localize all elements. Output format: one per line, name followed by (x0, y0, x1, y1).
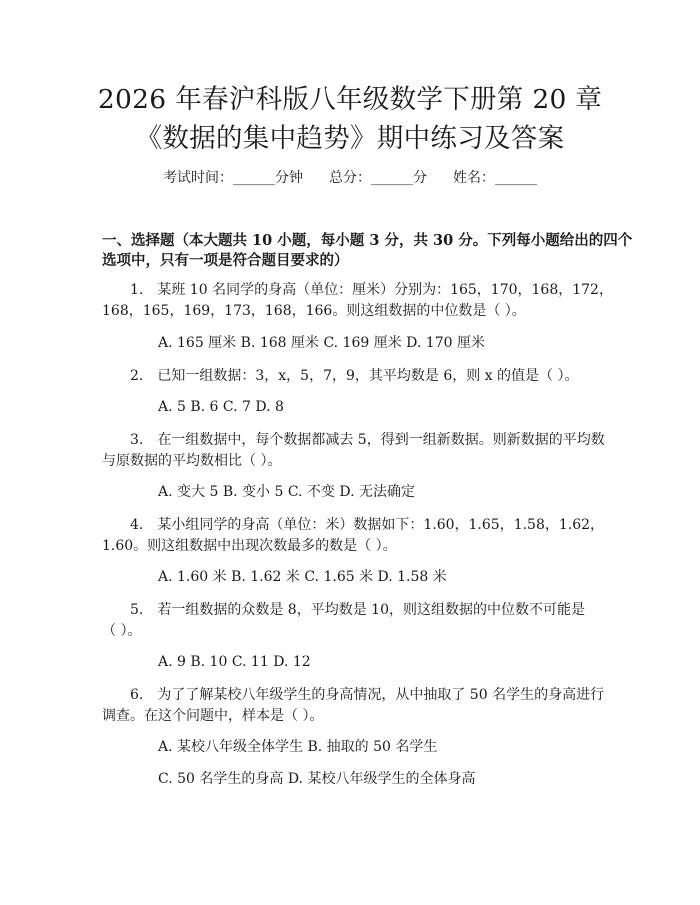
question-3-line-2: 与原数据的平均数相比（ ）。 (102, 453, 282, 469)
exam-time: 考试时间：______分钟 (163, 170, 303, 186)
question-3-options: A. 变大 5 B. 变小 5 C. 不变 D. 无法确定 (158, 484, 416, 500)
question-2-options: A. 5 B. 6 C. 7 D. 8 (158, 399, 284, 415)
question-4-options: A. 1.60 米 B. 1.62 米 C. 1.65 米 D. 1.58 米 (158, 569, 447, 585)
question-1-line-2: 168，165，169，173，168，166。则这组数据的中位数是（ ）。 (102, 303, 526, 319)
question-1-options: A. 165 厘米 B. 168 厘米 C. 169 厘米 D. 170 厘米 (158, 335, 485, 351)
question-5-line-1: 5. 若一组数据的众数是 8，平均数是 10，则这组数据的中位数不可能是 (130, 602, 585, 618)
question-5-options: A. 9 B. 10 C. 11 D. 12 (158, 654, 311, 670)
section-heading-line-1: 一、选择题（本大题共 10 小题，每小题 3 分，共 30 分。下列每小题给出的四个 (102, 232, 633, 249)
question-4-line-1: 4. 某小组同学的身高（单位：米）数据如下：1.60，1.65，1.58，1.62， (130, 517, 605, 533)
question-6-line-1: 6. 为了了解某校八年级学生的身高情况，从中抽取了 50 名学生的身高进行 (130, 687, 605, 703)
document-title-line-1: 2026 年春沪科版八年级数学下册第 20 章 (97, 84, 603, 115)
question-2-line-1: 2. 已知一组数据：3，x，5，7，9，其平均数是 6，则 x 的值是（ ）。 (130, 368, 579, 384)
question-1-line-1: 1. 某班 10 名同学的身高（单位：厘米）分别为：165，170，168，172， (130, 282, 613, 298)
exam-name: 姓名：______ (453, 170, 537, 186)
section-heading-line-2: 选项中，只有一项是符合题目要求的） (102, 252, 349, 269)
question-6-options-line-1: A. 某校八年级全体学生 B. 抽取的 50 名学生 (158, 739, 438, 755)
question-6-options-line-2: C. 50 名学生的身高 D. 某校八年级学生的全体身高 (158, 771, 476, 787)
exam-meta (0, 168, 700, 188)
question-4-line-2: 1.60。则这组数据中出现次数最多的数是（ ）。 (102, 538, 397, 554)
question-5-line-2: （ ）。 (102, 623, 142, 639)
question-6-line-2: 调查。在这个问题中，样本是（ ）。 (102, 708, 324, 724)
document-title-line-2: 《数据的集中趋势》期中练习及答案 (135, 123, 565, 154)
question-3-line-1: 3. 在一组数据中，每个数据都减去 5，得到一组新数据。则新数据的平均数 (130, 432, 605, 448)
exam-score: 总分：______分 (329, 170, 427, 186)
